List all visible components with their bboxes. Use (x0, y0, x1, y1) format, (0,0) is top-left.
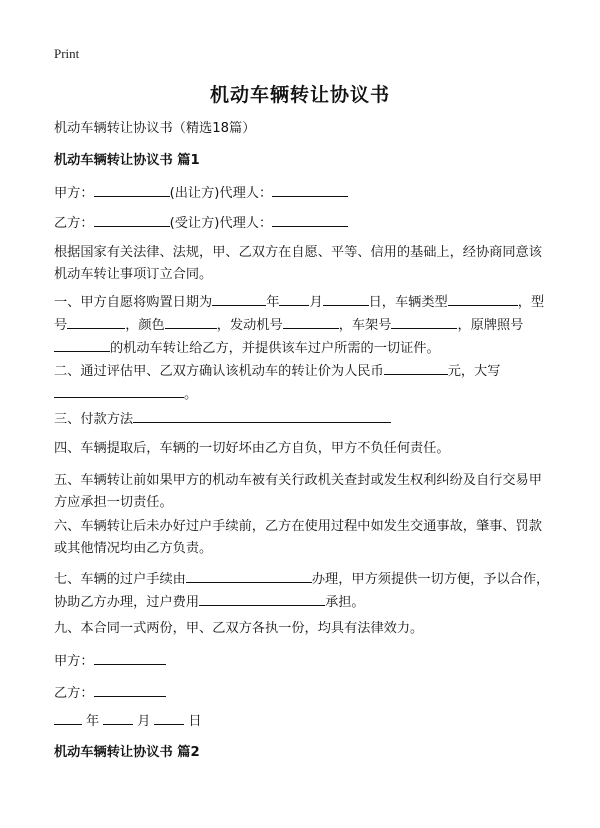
clause-1-year: 年 (266, 295, 280, 310)
clause-1-engine: ，发动机号 (216, 318, 283, 333)
document-title: 机动车辆转让协议书 (209, 84, 390, 106)
clause-1-orig: ，原 (457, 318, 484, 333)
price-words-blank (54, 383, 184, 398)
sign-day-label: 日 (188, 714, 202, 729)
engine-number-blank (283, 314, 339, 329)
party-b-blank (94, 212, 170, 227)
sign-date (54, 710, 554, 733)
print-link[interactable]: Print (54, 46, 80, 61)
purchase-year-blank (212, 291, 266, 306)
clause-3-text: 三、付款方法 (54, 412, 134, 427)
frame-number-blank (391, 314, 457, 329)
payment-method-blank (133, 408, 391, 423)
clause-9: 九、本合同一式两份，甲、乙双方各执一份，均具有法律效力。 (54, 621, 424, 636)
clause-7 (54, 568, 554, 614)
sign-month-blank (103, 710, 133, 725)
section-heading-2: 机动车辆转让协议书 篇2 (54, 745, 200, 760)
transfer-fee-blank (199, 591, 325, 606)
sign-year-blank (54, 710, 82, 725)
clause-1-comma: ， (517, 295, 531, 310)
sign-party-a-label: 甲方： (54, 654, 94, 669)
purchase-month-blank (279, 291, 309, 306)
sign-party-b (54, 682, 554, 705)
clause-2-yuan: 元，大写 (447, 364, 501, 379)
section-heading-1: 机动车辆转让协议书 篇1 (54, 153, 200, 168)
clause-1 (54, 291, 554, 360)
clause-6: 六、车辆转让后未办好过户手续前，乙方在使用过程中如发生交通事故，肇事、罚款或其他情况均由乙方负责。 (54, 519, 542, 556)
model-blank (67, 314, 125, 329)
party-b-agent-label: (受让方)代理人： (169, 216, 273, 231)
clause-1-model: 型号 (54, 295, 545, 333)
clause-7-end: 承担。 (325, 595, 365, 610)
clause-4: 四、车辆提取后，车辆的一切好坏由乙方自负，甲方不负任何责任。 (54, 441, 450, 456)
clause-2-text: 二、通过评估甲、乙双方确认该机动车的转让价为人民币 (54, 364, 384, 379)
clause-5: 五、车辆转让前如果甲方的机动车被有关行政机关查封或发生权利纠纷及自行交易甲方应承担一切责任。 (54, 473, 542, 510)
sign-year-label: 年 (86, 714, 100, 729)
clause-1-month: 月 (309, 295, 323, 310)
vehicle-type-blank (448, 291, 518, 306)
party-a-label: 甲方： (54, 186, 94, 201)
party-b-label: 乙方： (54, 216, 94, 231)
subtitle: 机动车辆转让协议书（精选18篇） (54, 121, 256, 136)
clause-1-day: 日，车辆类型 (368, 295, 448, 310)
price-number-blank (384, 360, 448, 375)
sign-party-a (54, 650, 554, 673)
party-a-line (54, 182, 554, 205)
original-plate-blank (54, 337, 110, 352)
sign-party-a-blank (94, 650, 166, 665)
party-b-line (54, 212, 554, 235)
party-a-blank (94, 182, 170, 197)
clause-1-color: ，颜色 (125, 318, 165, 333)
clause-1-text: 一、甲方自愿将购置日期为 (54, 295, 213, 310)
clause-7-text: 七、车辆的过户手续由 (54, 572, 186, 587)
clause-3 (54, 408, 554, 431)
clause-1-frame: ，车架号 (338, 318, 392, 333)
party-b-agent-blank (272, 212, 348, 227)
party-a-agent-label: (出让方)代理人： (169, 186, 273, 201)
party-a-agent-blank (272, 182, 348, 197)
sign-party-b-blank (94, 682, 166, 697)
sign-month-label: 月 (137, 714, 151, 729)
sign-day-blank (154, 710, 184, 725)
clause-2 (54, 360, 554, 406)
clause-1-rest: 的机动车转让给乙方，并提供该车过户所需的一切证件。 (110, 341, 440, 356)
sign-party-b-label: 乙方： (54, 686, 94, 701)
clause-1-plate: 牌照号 (483, 318, 524, 333)
color-blank (165, 314, 217, 329)
purchase-day-blank (323, 291, 369, 306)
clause-2-end: 。 (184, 387, 198, 402)
transfer-handler-blank (186, 568, 312, 583)
intro-paragraph: 根据国家有关法律、法规，甲、乙双方在自愿、平等、信用的基础上，经协商同意该机动车转让事项订立合同。 (54, 245, 542, 282)
clause-7-mid: 办理，甲方须提供一切方便，予以合作，协助乙方办理，过户费用 (54, 572, 550, 610)
